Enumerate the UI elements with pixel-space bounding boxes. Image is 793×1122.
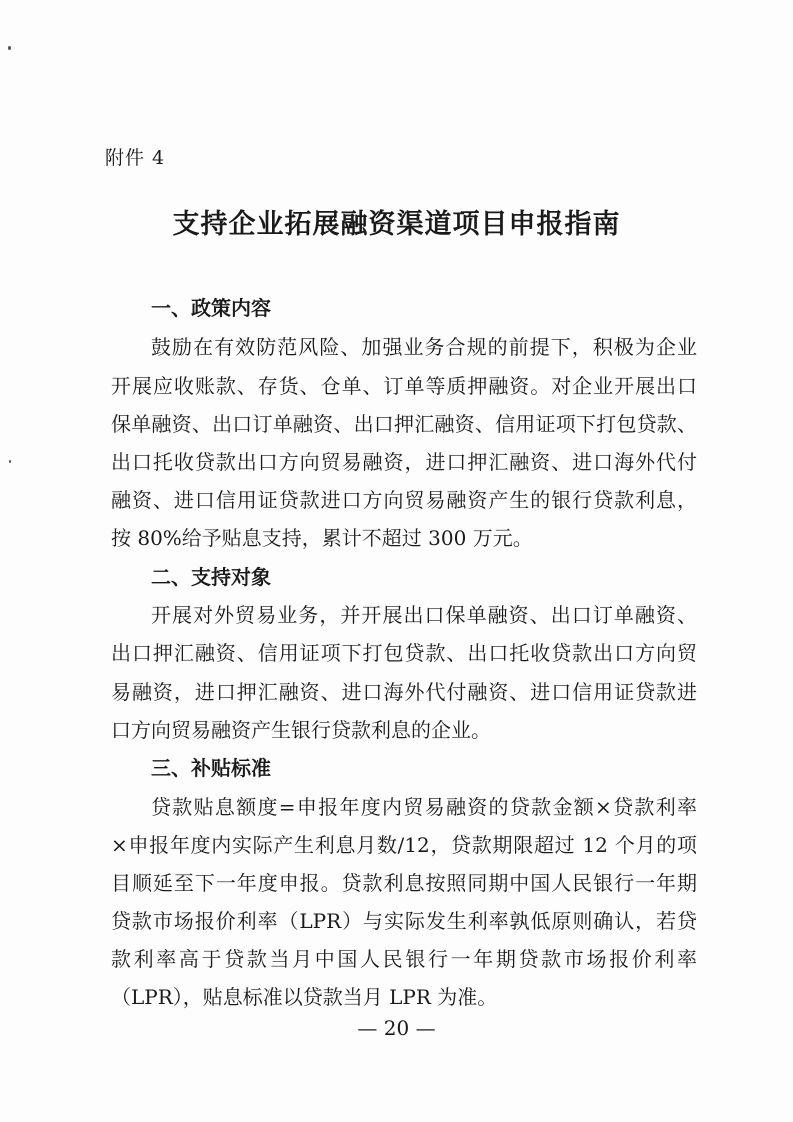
paragraph-line: 开展应收账款、存货、仓单、订单等质押融资。对企业开展出口	[111, 374, 697, 398]
paragraph-line: 口方向贸易融资产生银行贷款利息的企业。	[111, 718, 491, 742]
paragraph-line: 鼓励在有效防范风险、加强业务合规的前提下，积极为企业	[151, 335, 697, 359]
section-heading-standard: 三、补贴标准	[151, 756, 271, 780]
paragraph-line: 出口托收贷款出口方向贸易融资，进口押汇融资、进口海外代付	[111, 450, 697, 474]
paragraph-line: 出口押汇融资、信用证项下打包贷款、出口托收贷款出口方向贸	[111, 641, 697, 665]
paragraph-line: 保单融资、出口订单融资、出口押汇融资、信用证项下打包贷款、	[111, 412, 697, 436]
paragraph-line: 开展对外贸易业务，并开展出口保单融资、出口订单融资、	[151, 603, 697, 627]
paragraph-line: 贷款贴息额度=申报年度内贸易融资的贷款金额×贷款利率	[151, 795, 697, 819]
paragraph-line: 易融资，进口押汇融资、进口海外代付融资、进口信用证贷款进	[111, 680, 697, 704]
paragraph-line: 款利率高于贷款当月中国人民银行一年期贷款市场报价利率	[111, 947, 697, 971]
paragraph-line: 按 80%给予贴息支持，累计不超过 300 万元。	[111, 526, 533, 550]
document-title: 支持企业拓展融资渠道项目申报指南	[172, 209, 621, 240]
paragraph-line: ×申报年度内实际产生利息月数/12，贷款期限超过 12 个月的项	[111, 833, 697, 857]
paragraph-line: 目顺延至下一年度申报。贷款利息按照同期中国人民银行一年期	[111, 871, 697, 895]
section-heading-target: 二、支持对象	[151, 565, 271, 589]
attachment-label: 附件 4	[105, 147, 166, 169]
scan-speck	[9, 460, 11, 463]
paragraph-line: 贷款市场报价利率（LPR）与实际发生利率孰低原则确认，若贷	[111, 909, 697, 933]
paragraph-line: （LPR），贴息标准以贷款当月 LPR 为准。	[111, 985, 498, 1009]
section-heading-policy: 一、政策内容	[151, 296, 271, 320]
scan-speck	[8, 46, 11, 50]
paragraph-line: 融资、进口信用证贷款进口方向贸易融资产生的银行贷款利息，	[111, 488, 697, 512]
page-number: — 20 —	[357, 1016, 436, 1040]
